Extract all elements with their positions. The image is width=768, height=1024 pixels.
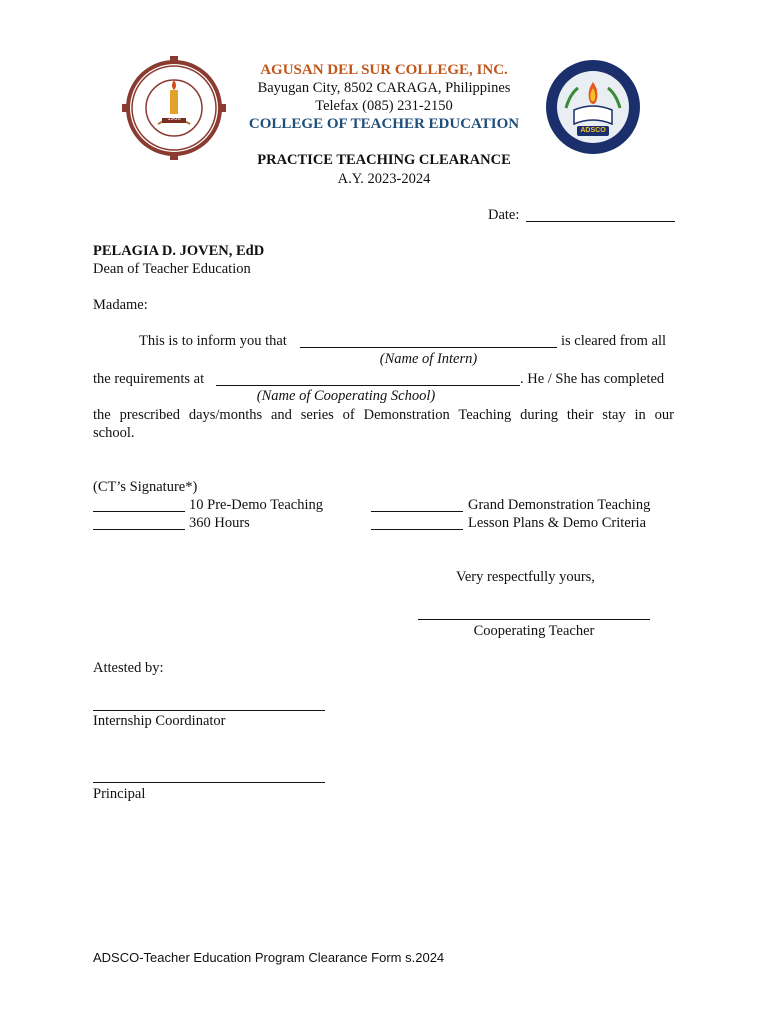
signature-field-pre-demo[interactable] (93, 511, 185, 512)
cooperating-teacher-signature-line[interactable] (418, 619, 650, 620)
checklist-item-hours: 360 Hours (189, 515, 250, 531)
school-name-field[interactable] (216, 385, 520, 386)
coordinator-label: Internship Coordinator (93, 713, 226, 729)
signature-field-grand-demo[interactable] (371, 511, 463, 512)
body-line3: the prescribed days/months and series of Demonstration Teaching during their stay in our (93, 407, 674, 423)
intern-caption: (Name of Intern) (379, 351, 478, 367)
college-telefax: Telefax (085) 231-2150 (315, 98, 453, 114)
form-title: PRACTICE TEACHING CLEARANCE (257, 152, 511, 168)
school-caption: (Name of Cooperating School) (256, 388, 436, 404)
attested-by-label: Attested by: (93, 660, 164, 676)
body-line1-prefix: This is to inform you that (139, 333, 287, 349)
principal-signature-line[interactable] (93, 782, 325, 783)
academic-year: A.Y. 2023-2024 (337, 171, 431, 187)
seal-year: 1966 (167, 116, 181, 122)
checklist-item-grand-demo: Grand Demonstration Teaching (468, 497, 651, 513)
teacher-education-seal-logo (544, 58, 642, 156)
body-line2-prefix: the requirements at (93, 371, 205, 387)
footer-text: ADSCO-Teacher Education Program Clearance Form s.2024 (93, 950, 445, 965)
date-field[interactable] (526, 221, 675, 222)
checklist-heading: (CT’s Signature*) (93, 479, 198, 495)
intern-name-field[interactable] (300, 347, 557, 348)
seal-badge: ADSCO (580, 127, 606, 134)
signature-field-hours[interactable] (93, 529, 185, 530)
addressee-name: PELAGIA D. JOVEN, EdD (93, 243, 265, 259)
cooperating-teacher-label: Cooperating Teacher (473, 623, 595, 639)
closing-phrase: Very respectfully yours, (456, 569, 595, 585)
salutation: Madame: (93, 297, 148, 313)
college-name: AGUSAN DEL SUR COLLEGE, INC. (260, 62, 508, 78)
college-address: Bayugan City, 8502 CARAGA, Philippines (257, 80, 511, 96)
body-line2-suffix: . He / She has completed (520, 371, 665, 387)
college-seal-logo (122, 56, 226, 160)
checklist-item-pre-demo: 10 Pre-Demo Teaching (189, 497, 324, 513)
checklist-item-lesson-plans: Lesson Plans & Demo Criteria (468, 515, 647, 531)
date-label: Date: (488, 207, 520, 223)
principal-label: Principal (93, 786, 146, 802)
signature-field-lesson-plans[interactable] (371, 529, 463, 530)
body-line1-suffix: is cleared from all (561, 333, 667, 349)
addressee-position: Dean of Teacher Education (93, 261, 251, 277)
department-name: COLLEGE OF TEACHER EDUCATION (248, 116, 520, 132)
body-line4: school. (93, 425, 135, 441)
coordinator-signature-line[interactable] (93, 710, 325, 711)
